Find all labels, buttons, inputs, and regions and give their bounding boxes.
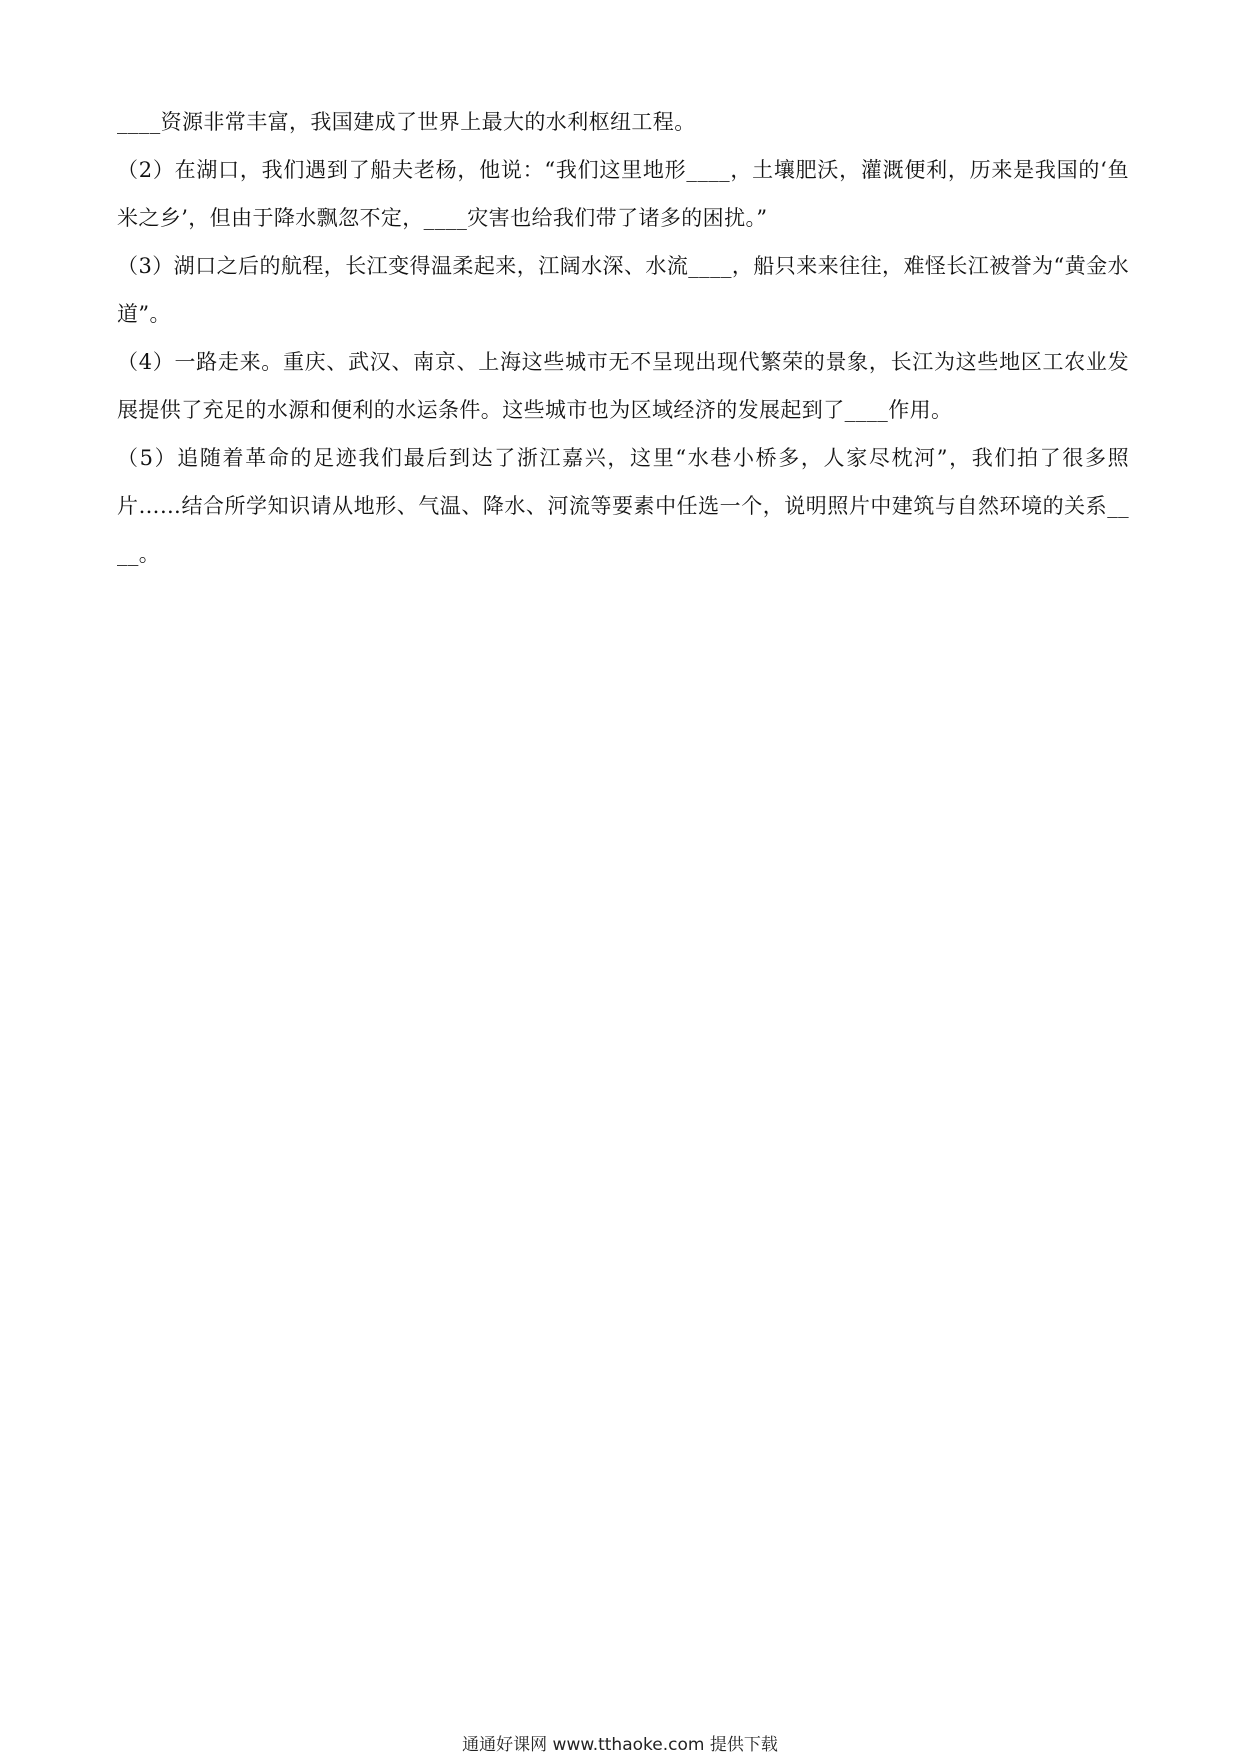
question-5: （5）追随着革命的足迹我们最后到达了浙江嘉兴，这里“水巷小桥多，人家尽枕河”，我们拍了很多照片……结合所学知识请从地形、气温、降水、河流等要素中任选一个，说明照片中建筑与自然环境的关系____。 — [117, 446, 1129, 566]
question-3: （3）湖口之后的航程，长江变得温柔起来，江阔水深、水流____，船只来来往往，难怪长江被誉为“黄金水道”。 — [117, 254, 1129, 326]
paragraph-continuation: ____资源非常丰富，我国建成了世界上最大的水利枢纽工程。 — [117, 110, 696, 134]
question-4: （4）一路走来。重庆、武汉、南京、上海这些城市无不呈现出现代繁荣的景象，长江为这些地区工农业发展提供了充足的水源和便利的水运条件。这些城市也为区域经济的发展起到了____作用。 — [117, 350, 1129, 422]
question-2: （2）在湖口，我们遇到了船夫老杨，他说：“我们这里地形____，土壤肥沃，灌溉便利，历来是我国的‘鱼米之乡’，但由于降水飘忽不定，____灾害也给我们带了诸多的困扰。” — [117, 158, 1129, 230]
page-footer: 通通好课网 www.tthaoke.com 提供下载 — [462, 1735, 778, 1755]
document-body — [117, 98, 1129, 578]
